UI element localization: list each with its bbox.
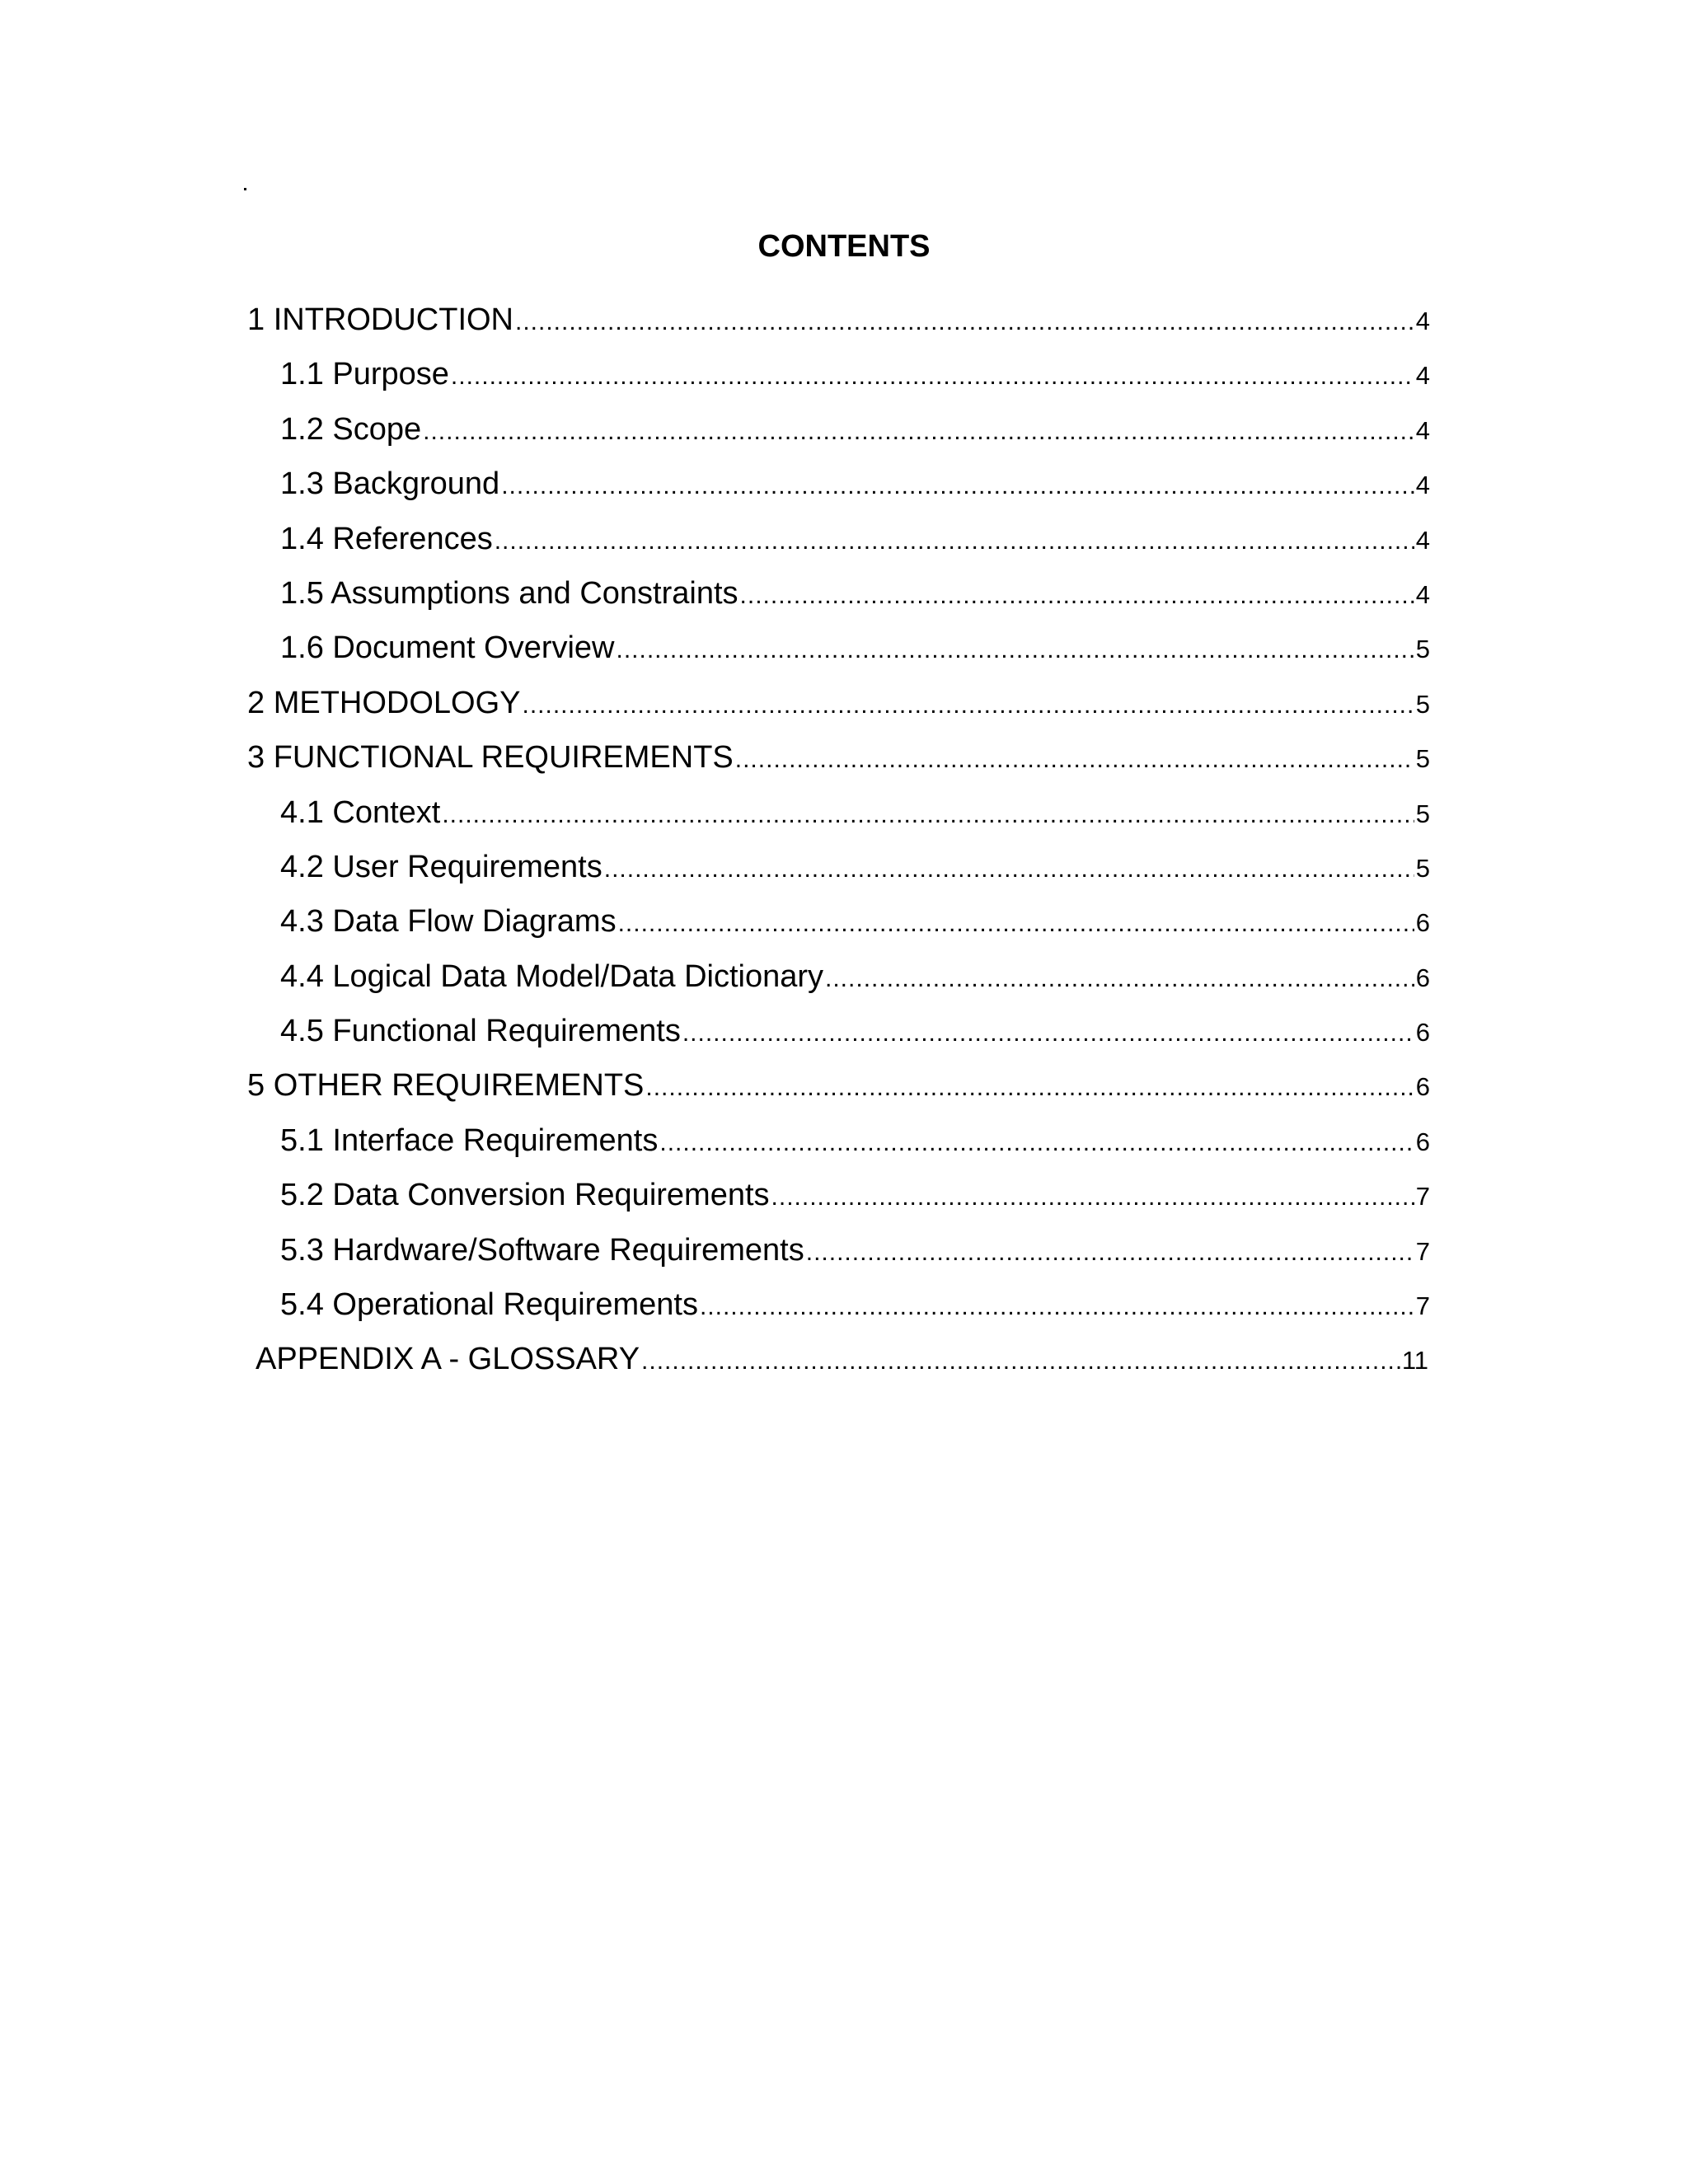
toc-leader-dots — [645, 1061, 1414, 1115]
toc-entry-references[interactable] — [247, 512, 1430, 566]
toc-leader-dots — [501, 459, 1414, 513]
toc-page-number: 4 — [1415, 471, 1430, 500]
toc-entry-functional-requirements[interactable] — [247, 1004, 1430, 1058]
toc-entry-label: APPENDIX A - GLOSSARY — [256, 1342, 640, 1377]
toc-leader-dots — [515, 295, 1414, 349]
toc-page-number: 6 — [1415, 1072, 1430, 1102]
toc-entry-data-flow-diagrams[interactable] — [247, 894, 1430, 949]
toc-leader-dots — [641, 1334, 1400, 1389]
toc-leader-dots — [617, 623, 1414, 677]
toc-page-number: 6 — [1415, 1127, 1430, 1156]
toc-page-number: 5 — [1415, 853, 1430, 883]
toc-entry-methodology[interactable] — [247, 676, 1430, 730]
toc-entry-label: 1.3 Background — [280, 466, 500, 502]
toc-leader-dots — [682, 1006, 1414, 1061]
toc-entry-background[interactable] — [247, 457, 1430, 511]
stray-dot-mark — [244, 188, 246, 190]
toc-entry-label: 1.4 References — [280, 521, 493, 556]
toc-page-number: 4 — [1415, 415, 1430, 445]
toc-page-number: 6 — [1415, 963, 1430, 992]
toc-entry-label: 5.4 Operational Requirements — [280, 1287, 698, 1323]
toc-page-number: 4 — [1415, 307, 1430, 335]
toc-leader-dots — [495, 514, 1414, 569]
toc-entry-label: 1 INTRODUCTION — [247, 302, 513, 337]
toc-entry-label: 5 OTHER REQUIREMENTS — [247, 1068, 645, 1104]
toc-leader-dots — [423, 405, 1414, 459]
toc-entry-interface-requirements[interactable] — [247, 1113, 1430, 1168]
toc-title: CONTENTS — [757, 229, 931, 264]
toc-entry-user-requirements[interactable] — [247, 840, 1430, 894]
toc-leader-dots — [735, 733, 1414, 787]
toc-entry-label: 1.1 Purpose — [280, 357, 449, 392]
toc-entry-label: 4.2 User Requirements — [280, 849, 603, 884]
toc-entry-assumptions-and-constraints[interactable] — [247, 566, 1430, 621]
toc-entry-appendix-glossary[interactable] — [247, 1332, 1428, 1386]
toc-leader-dots — [604, 842, 1414, 897]
toc-page-number: 4 — [1415, 579, 1430, 609]
toc-entry-label: 4.1 Context — [280, 794, 441, 830]
toc-entry-label: 4.3 Data Flow Diagrams — [280, 904, 617, 940]
toc-page-number: 6 — [1415, 908, 1430, 938]
toc-page-number: 6 — [1415, 1018, 1430, 1047]
toc-entry-label: 5.3 Hardware/Software Requirements — [280, 1232, 804, 1268]
toc-entry-document-overview[interactable] — [247, 621, 1430, 675]
table-of-contents — [247, 293, 1430, 1387]
toc-leader-dots — [618, 897, 1414, 951]
toc-entry-context[interactable] — [247, 785, 1430, 840]
toc-entry-functional-requirements-section[interactable] — [247, 730, 1430, 785]
toc-entry-introduction[interactable] — [247, 293, 1430, 347]
toc-page-number: 7 — [1415, 1236, 1430, 1266]
toc-entry-purpose[interactable] — [247, 347, 1430, 401]
toc-leader-dots — [442, 788, 1414, 842]
toc-leader-dots — [451, 349, 1414, 404]
toc-entry-other-requirements[interactable] — [247, 1058, 1430, 1113]
toc-entry-label: 1.2 Scope — [280, 411, 422, 447]
toc-entry-logical-data-model[interactable] — [247, 949, 1430, 1004]
toc-leader-dots — [659, 1116, 1414, 1170]
toc-leader-dots — [700, 1280, 1414, 1334]
toc-page-number: 5 — [1415, 799, 1430, 828]
toc-entry-label: 4.5 Functional Requirements — [280, 1014, 681, 1049]
toc-entry-scope[interactable] — [247, 402, 1430, 457]
toc-leader-dots — [771, 1170, 1414, 1225]
toc-entry-label: 5.2 Data Conversion Requirements — [280, 1178, 770, 1213]
toc-page-number: 7 — [1415, 1182, 1430, 1212]
toc-entry-hardware-software-requirements[interactable] — [247, 1223, 1430, 1277]
toc-page-number: 4 — [1415, 361, 1430, 391]
toc-leader-dots — [806, 1226, 1414, 1280]
toc-page-number: 5 — [1415, 744, 1430, 774]
toc-entry-label: 1.6 Document Overview — [280, 630, 615, 666]
toc-entry-label: 3 FUNCTIONAL REQUIREMENTS — [247, 740, 734, 776]
toc-page-number: 11 — [1401, 1346, 1428, 1376]
toc-leader-dots — [523, 678, 1414, 733]
toc-entry-label: 5.1 Interface Requirements — [280, 1122, 659, 1158]
toc-entry-operational-requirements[interactable] — [247, 1277, 1430, 1332]
toc-page-number: 7 — [1415, 1291, 1430, 1321]
toc-leader-dots — [825, 952, 1414, 1006]
toc-entry-label: 2 METHODOLOGY — [247, 685, 521, 720]
toc-entry-label: 4.4 Logical Data Model/Data Dictionary — [280, 958, 824, 994]
toc-page-number: 5 — [1415, 635, 1430, 664]
toc-entry-data-conversion-requirements[interactable] — [247, 1168, 1430, 1222]
toc-page-number: 5 — [1415, 689, 1430, 719]
toc-leader-dots — [740, 569, 1414, 623]
toc-page-number: 4 — [1415, 525, 1430, 555]
toc-entry-label: 1.5 Assumptions and Constraints — [280, 575, 738, 611]
